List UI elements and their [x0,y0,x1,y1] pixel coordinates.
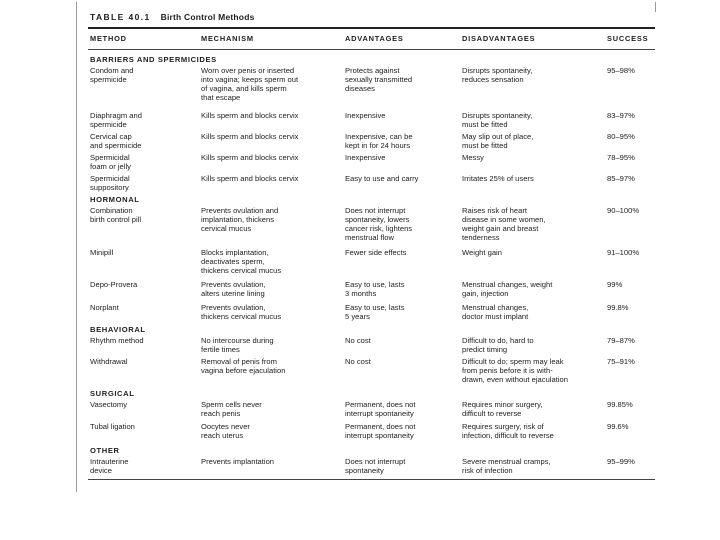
cell-disadvantages: Disrupts spontaneity, must be fitted [462,110,533,129]
cell-method: Rhythm method [90,335,144,345]
table-label: TABLE 40.1 [90,12,151,22]
cell-method: Spermicidal foam or jelly [90,152,131,171]
table-row [88,132,655,153]
cell-method: Norplant [90,302,119,312]
section-heading: BEHAVIORAL [90,324,146,334]
cell-advantages: Permanent, does not interrupt spontaneity [345,421,416,440]
cell-advantages: No cost [345,356,371,366]
header-mechanism: MECHANISM [201,34,254,43]
table-row [88,357,655,387]
cell-disadvantages: Messy [462,152,484,162]
cell-disadvantages: Difficult to do, hard to predict timing [462,335,534,354]
cell-success: 75–91% [607,356,635,366]
cell-success: 80–95% [607,131,635,141]
cell-mechanism: Prevents implantation [201,456,275,466]
birth-control-table [88,27,655,480]
cell-advantages: Protects against sexually transmitted diseases [345,65,413,93]
section-heading: OTHER [90,445,120,455]
table-name: Birth Control Methods [160,12,255,22]
cell-mechanism: Kills sperm and blocks cervix [201,173,299,183]
cell-disadvantages: Raises risk of heart disease in some women, weight gain and breast tenderness [462,205,546,243]
table-row [88,303,655,323]
cell-success: 78–95% [607,152,635,162]
cell-method: Depo-Provera [90,279,138,289]
cell-disadvantages: Severe menstrual cramps, risk of infection [462,456,551,475]
cell-method: Spermicidal suppository [90,173,130,192]
table-title [90,12,255,22]
cell-success: 95–98% [607,65,635,75]
cell-method: Tubal ligation [90,421,135,431]
table-row [88,153,655,174]
cell-success: 79–87% [607,335,635,345]
cell-success: 99% [607,279,623,289]
table-row [88,174,655,193]
cell-mechanism: Kills sperm and blocks cervix [201,152,299,162]
cell-advantages: Permanent, does not interrupt spontaneity [345,399,416,418]
cell-disadvantages: May slip out of place, must be fitted [462,131,534,150]
cell-success: 99.8% [607,302,629,312]
cell-method: Combination birth control pill [90,205,142,224]
cell-advantages: Inexpensive [345,110,386,120]
cell-method: Cervical cap and spermicide [90,131,142,150]
header-row [88,29,655,49]
cell-success: 85–97% [607,173,635,183]
table-row [88,457,655,479]
cell-disadvantages: Irritates 25% of users [462,173,534,183]
section-heading: HORMONAL [90,194,140,204]
cell-success: 95–99% [607,456,635,466]
section-heading: BARRIERS AND SPERMICIDES [90,54,217,64]
cell-disadvantages: Menstrual changes, weight gain, injection [462,279,553,298]
cell-mechanism: No intercourse during fertile times [201,335,274,354]
table-row [88,422,655,444]
cell-mechanism: Prevents ovulation, thickens cervical mucus [201,302,282,321]
cell-mechanism: Removal of penis from vagina before ejaculation [201,356,286,375]
cell-disadvantages: Menstrual changes, doctor must implant [462,302,529,321]
right-border-tick [655,2,656,12]
cell-mechanism: Kills sperm and blocks cervix [201,110,299,120]
header-success: SUCCESS [607,34,649,43]
cell-disadvantages: Requires minor surgery, difficult to reverse [462,399,543,418]
cell-method: Diaphragm and spermicide [90,110,142,129]
table-row [88,66,655,111]
cell-mechanism: Worn over penis or inserted into vagina; keeps sperm out of vagina, and kills sperm that escape [201,65,299,103]
table-row [88,248,655,280]
header-method: METHOD [90,34,127,43]
table-row [88,336,655,357]
table-row [88,206,655,248]
cell-disadvantages: Weight gain [462,247,502,257]
table-row [88,111,655,132]
cell-advantages: Easy to use and carry [345,173,419,183]
header-advantages: ADVANTAGES [345,34,404,43]
cell-advantages: Does not interrupt spontaneity, lowers cancer risk, lightens menstrual flow [345,205,413,243]
cell-success: 99.6% [607,421,629,431]
cell-disadvantages: Difficult to do; sperm may leak from penis before it is with- drawn, even without ejaculation [462,356,568,384]
cell-advantages: Does not interrupt spontaneity [345,456,406,475]
cell-method: Minipill [90,247,114,257]
cell-advantages: No cost [345,335,371,345]
cell-success: 91–100% [607,247,640,257]
cell-advantages: Easy to use, lasts 5 years [345,302,405,321]
section-heading: SURGICAL [90,388,135,398]
cell-mechanism: Sperm cells never reach penis [201,399,262,418]
cell-success: 99.85% [607,399,633,409]
cell-mechanism: Oocytes never reach uterus [201,421,250,440]
cell-method: Vasectomy [90,399,127,409]
cell-success: 90–100% [607,205,640,215]
bottom-rule [88,479,655,480]
cell-disadvantages: Disrupts spontaneity, reduces sensation [462,65,533,84]
table-row [88,400,655,422]
cell-advantages: Inexpensive [345,152,386,162]
left-border-rule [76,2,77,492]
cell-advantages: Easy to use, lasts 3 months [345,279,405,298]
cell-method: Intrauterine device [90,456,129,475]
cell-success: 83–97% [607,110,635,120]
cell-mechanism: Prevents ovulation, alters uterine lining [201,279,266,298]
cell-disadvantages: Requires surgery, risk of infection, difficult to reverse [462,421,554,440]
cell-mechanism: Blocks implantation, deactivates sperm, thickens cervical mucus [201,247,282,275]
cell-mechanism: Prevents ovulation and implantation, thickens cervical mucus [201,205,279,233]
cell-advantages: Inexpensive, can be kept in for 24 hours [345,131,413,150]
cell-mechanism: Kills sperm and blocks cervix [201,131,299,141]
cell-method: Condom and spermicide [90,65,134,84]
cell-method: Withdrawal [90,356,128,366]
cell-advantages: Fewer side effects [345,247,407,257]
table-row [88,280,655,303]
header-disadvantages: DISADVANTAGES [462,34,536,43]
